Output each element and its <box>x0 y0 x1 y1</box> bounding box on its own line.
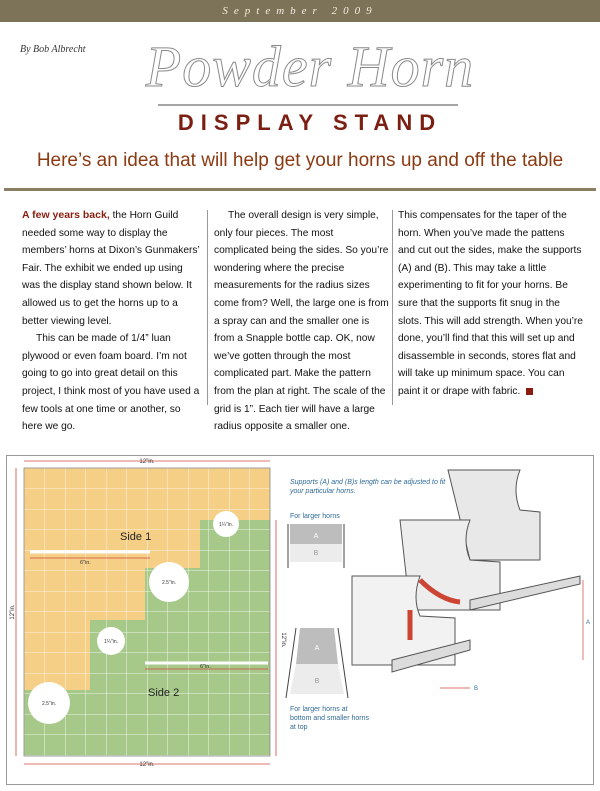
small-circle-label: 1¼"in. <box>218 522 234 528</box>
paragraph-4-text: This compensates for the taper of the horn. When you’ve made the pattens and cut out the sides, make the supports (A) and (B). This may take a little experimenting to fit for your horns. Be sure that the supports fit snug in the slots. This will add strength. When you’re done, you’ll find that this will set up and disassemble in seconds, stores flat and will take up minimum space. You can paint it or drape with fabric. <box>398 210 583 397</box>
diagram-caption: Supports (A) and (B)s length can be adjusted to fit your particular horns. <box>290 479 446 495</box>
side-1-label: Side 1 <box>120 531 152 543</box>
title-block: DISPLAY STAND <box>177 110 443 135</box>
issue-date: September 2009 <box>222 5 378 17</box>
dim-b-label: B <box>474 686 479 692</box>
mixed-horns-label: For larger horns at bottom and smaller horns at top <box>290 706 369 731</box>
side-2-label: Side 2 <box>148 687 180 699</box>
lower-slot-dimension: 6"in. <box>200 664 211 670</box>
assembled-stand-illustration <box>352 470 583 688</box>
byline: By Bob Albrecht <box>20 44 86 55</box>
paragraph-1-text: the Horn Guild needed some way to display the members’ horns at Dixon’s Gunmakers’ Fair. The exhibit we ended up using was the display stand shown below. It allowed us to get the horns up to a better viewing level. <box>22 210 200 327</box>
dim-a-label: A <box>586 620 591 626</box>
support-diagram-top <box>288 524 344 568</box>
paragraph-2: This can be made of 1/4” luan plywood or even foam board. I’m not going to go into great detail on this project, I think most of you have used a few tools at one time or another, so here we go. <box>22 333 200 433</box>
support-diagram-bottom <box>286 628 348 698</box>
support-a-label-2: A <box>314 645 320 652</box>
paragraph-3: The overall design is very simple, only four pieces. The most complicated being the sides. So you’re wondering where the precise measurements for the radius sizes come from? Well, the large one is from a spray can and the smaller one is from a Snapple bottle cap. OK, now we’ve gotten through the most complicated part. Make the pattern from the plan at right. The scale of the grid is 1”. Each tier will have a large radius opposite a smaller one. <box>214 210 389 433</box>
support-b-label: B <box>313 550 319 557</box>
support-b-label-2: B <box>314 678 320 685</box>
right-dimension: 12"in. <box>280 632 286 648</box>
larger-horns-label: For larger horns <box>290 513 340 520</box>
title-script: Powder Horn <box>145 34 475 99</box>
small-circle-2-label: 1¼"in. <box>103 639 119 645</box>
upper-slot-dimension: 6"in. <box>80 560 91 566</box>
subtitle: Here’s an idea that will help get your horns up and off the table <box>36 150 564 171</box>
lead-in: A few years back, <box>22 209 110 221</box>
large-circle-label: 2.5"in. <box>41 701 57 707</box>
top-dimension: 12"in. <box>139 459 155 465</box>
bottom-dimension: 12"in. <box>139 762 155 768</box>
support-a-label: A <box>313 533 319 540</box>
mid-circle-label: 2.5"in. <box>161 580 177 586</box>
left-dimension: 12"in. <box>10 604 16 620</box>
